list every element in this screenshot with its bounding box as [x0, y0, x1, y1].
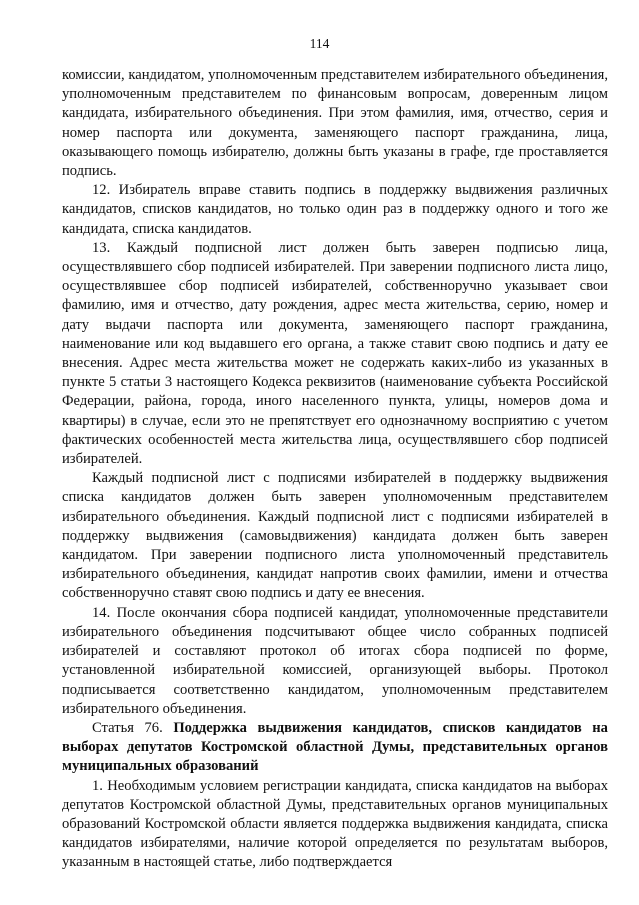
article-paragraph-1: 1. Необходимым условием регистрации кандидата, списка кандидатов на выборах депутатов Костромской областной Думы, представительных органов муниципальных образований Костромской области является поддержка выдвижения кандидата, списка кандидатов избирателями, наличие которой определяется по результатам выборов, указанным в настоящей статье, либо подтверждается [62, 777, 608, 871]
page-number: 114 [309, 36, 330, 51]
article-title: Поддержка выдвижения кандидатов, списков кандидатов на выборах депутатов Костромской областной Думы, представительных органов муниципальных образований [62, 719, 608, 775]
paragraph-12: 12. Избиратель вправе ставить подпись в поддержку выдвижения различных кандидатов, списков кандидатов, но только один раз в поддержку одного и того же кандидата, списка кандидатов. [62, 182, 608, 237]
paragraph-13: 13. Каждый подписной лист должен быть заверен подписью лица, осуществлявшего сбор подписей избирателей. При заверении подписного листа лицо, осуществлявшее сбор подписей избирателей, собственноручно указывает свои фамилию, имя и отчество, дату рождения, адрес места жительства, серию, номер и дату выдачи паспорта или документа, заменяющего паспорт гражданина, наименование или код выдавшего его органа, а также ставит свою подпись и дату ее внесения. Адрес места жительства может не содержать каких-либо из указанных в пункте 5 статьи 3 настоящего Кодекса реквизитов (наименование субъекта Российской Федерации, района, города, иного населенного пункта, улицы, номеров дома и квартиры) в случае, если это не препятствует его однозначному восприятию с учетом фактических особенностей места жительства лица, осуществлявшего сбор подписей избирателей. [62, 239, 608, 468]
article-heading [62, 719, 608, 777]
paragraph-continuation: комиссии, кандидатом, уполномоченным представителем избирательного объединения, уполномоченным представителем по финансовым вопросам, доверенным лицом кандидата, избирательного объединения. При этом фамилия, имя, отчество, серия и номер паспорта или документа, заменяющего паспорт гражданина, лица, оказывающего помощь избирателю, должны быть указаны в графе, где проставляется подпись. [62, 67, 608, 180]
document-body [62, 66, 608, 873]
article-number: Статья 76. [92, 719, 163, 736]
paragraph-13-second: Каждый подписной лист с подписями избирателей в поддержку выдвижения списка кандидатов должен быть заверен уполномоченным представителем избирательного объединения. Каждый подписной лист с подписями избирателей в поддержку выдвижения (самовыдвижения) кандидата должен быть заверен кандидатом. При заверении подписного листа уполномоченный представитель избирательного объединения, кандидат напротив своих фамилии, имени и отчества собственноручно ставят свою подпись и дату ее внесения. [62, 470, 608, 602]
paragraph-14: 14. После окончания сбора подписей кандидат, уполномоченные представители избирательного объединения подсчитывают общее число собранных подписей избирателей и составляют протокол об итогах сбора подписей по форме, установленной избирательной комиссией, организующей выборы. Протокол подписывается соответственно кандидатом, уполномоченным представителем избирательного объединения. [62, 604, 608, 717]
